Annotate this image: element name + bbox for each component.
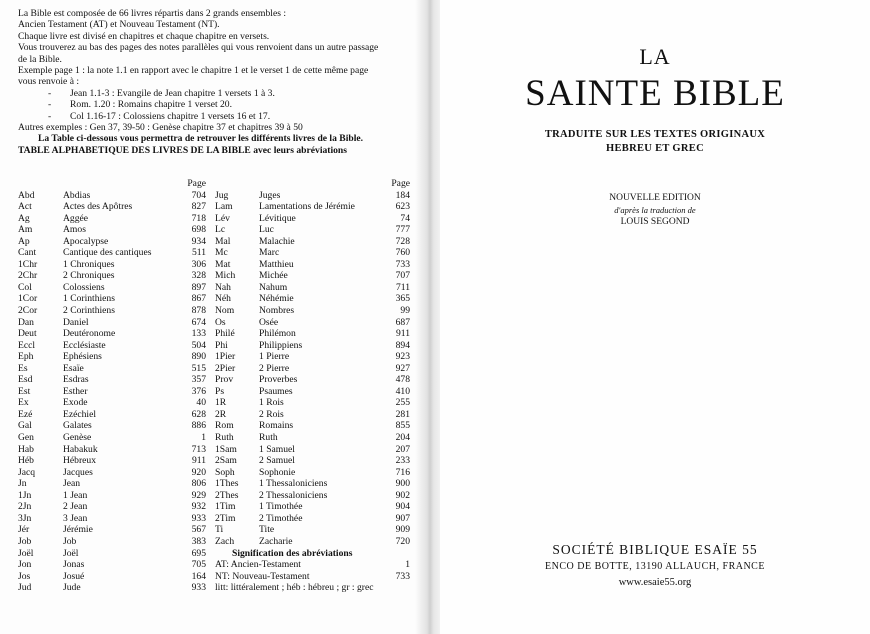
intro-line: Vous trouverez au bas des pages des notes parallèles qui vous renvoient dans un autre passage bbox=[18, 42, 379, 54]
book-page: 733 bbox=[395, 258, 410, 270]
book-abbreviation: 2Sam bbox=[215, 455, 237, 467]
book-page: 698 bbox=[191, 224, 206, 236]
book-name: Jude bbox=[63, 582, 81, 594]
book-page: 164 bbox=[191, 570, 206, 582]
example-item bbox=[18, 99, 413, 110]
book-name: Zacharie bbox=[259, 535, 293, 547]
book-abbreviation: Lév bbox=[215, 212, 230, 224]
book-abbreviation: 3Jn bbox=[18, 512, 32, 524]
book-name: Joël bbox=[63, 547, 79, 559]
example-text: Rom. 1.20 : Romains chapitre 1 verset 20. bbox=[70, 99, 233, 111]
book-page: 716 bbox=[395, 466, 410, 478]
book-name: Philémon bbox=[259, 328, 296, 340]
book-name: Galates bbox=[63, 420, 92, 432]
book-name: Hébreux bbox=[63, 455, 97, 467]
book-abbreviation: Eccl bbox=[18, 339, 36, 351]
book-abbreviation: 1Thes bbox=[215, 478, 239, 490]
book-name: Jacques bbox=[63, 466, 93, 478]
book-page: 74 bbox=[400, 212, 410, 224]
book-name: 1 Pierre bbox=[259, 351, 290, 363]
book-page: 376 bbox=[191, 385, 206, 397]
dash: - bbox=[48, 110, 52, 122]
translation-note: d'après la traduction de bbox=[614, 205, 696, 215]
other-examples: Autres exemples : Gen 37, 39-50 : Genèse chapitre 37 et chapitres 39 à 50 bbox=[18, 122, 303, 134]
book-abbreviation: 2Jn bbox=[18, 501, 32, 513]
table-row bbox=[18, 467, 410, 479]
book-table bbox=[18, 178, 410, 594]
book-name: Jonas bbox=[63, 559, 85, 571]
book-name: Actes des Apôtres bbox=[63, 201, 133, 213]
book-abbreviation: Es bbox=[18, 362, 28, 374]
table-row bbox=[18, 432, 410, 444]
book-name: 3 Jean bbox=[63, 512, 88, 524]
book-page: 920 bbox=[191, 466, 206, 478]
book-name: Colossiens bbox=[63, 281, 105, 293]
book-abbreviation: Eph bbox=[18, 351, 34, 363]
book-name: Michée bbox=[259, 270, 288, 282]
book-page: 567 bbox=[191, 524, 206, 536]
book-name: Jean bbox=[63, 478, 81, 490]
book-name: Lamentations de Jérémie bbox=[259, 201, 355, 213]
table-row bbox=[18, 490, 410, 502]
page-column-header: Page bbox=[187, 178, 206, 189]
book-page: 713 bbox=[191, 443, 206, 455]
book-abbreviation: Mich bbox=[215, 270, 236, 282]
book-abbreviation: Os bbox=[215, 316, 226, 328]
book-name: Marc bbox=[259, 247, 280, 259]
book-abbreviation: Lc bbox=[215, 224, 226, 236]
table-row bbox=[18, 317, 410, 329]
book-name: Juges bbox=[259, 189, 281, 201]
book-page: 777 bbox=[395, 224, 410, 236]
book-abbreviation: Abd bbox=[18, 189, 35, 201]
book-abbreviation: Cant bbox=[18, 247, 37, 259]
book-abbreviation: Nah bbox=[215, 281, 231, 293]
table-row bbox=[18, 224, 410, 236]
translator-name: LOUIS SEGOND bbox=[620, 217, 690, 227]
book-name: 1 Samuel bbox=[259, 443, 295, 455]
book-name: Abdias bbox=[63, 189, 91, 201]
book-name: Matthieu bbox=[259, 258, 294, 270]
intro-text bbox=[18, 8, 413, 156]
book-page: 207 bbox=[395, 443, 410, 455]
abbreviation-meaning: AT: Ancien-Testament bbox=[215, 559, 301, 571]
book-name: Nahum bbox=[259, 281, 288, 293]
book-page: 907 bbox=[395, 512, 410, 524]
book-abbreviation: 1Pier bbox=[215, 351, 236, 363]
book-page: 357 bbox=[191, 374, 206, 386]
book-name: Daniel bbox=[63, 316, 89, 328]
book-abbreviation: Ag bbox=[18, 212, 30, 224]
table-row bbox=[18, 363, 410, 375]
book-abbreviation: Jug bbox=[215, 189, 229, 201]
dash: - bbox=[48, 87, 52, 99]
book-name: Esdras bbox=[63, 374, 89, 386]
table-row bbox=[18, 571, 410, 583]
intro-line: Exemple page 1 : la note 1.1 en rapport avec le chapitre 1 et le verset 1 de cette même page bbox=[18, 65, 369, 77]
book-page: 806 bbox=[191, 478, 206, 490]
book-page: 233 bbox=[395, 455, 410, 467]
book-name: Ecclésiaste bbox=[63, 339, 106, 351]
book-page: 704 bbox=[191, 189, 206, 201]
book-page: 711 bbox=[395, 281, 410, 293]
book-name: Proverbes bbox=[259, 374, 298, 386]
table-row bbox=[18, 559, 410, 571]
book-page: 909 bbox=[395, 524, 410, 536]
book-page: 365 bbox=[395, 293, 410, 305]
table-title: TABLE ALPHABETIQUE DES LIVRES DE LA BIBLE avec leurs abréviations bbox=[18, 144, 348, 156]
book-page: 932 bbox=[191, 501, 206, 513]
book-abbreviation: Est bbox=[18, 385, 31, 397]
table-row bbox=[18, 351, 410, 363]
book-abbreviation: Dan bbox=[18, 316, 34, 328]
example-item bbox=[18, 88, 413, 99]
intro-line: La Bible est composée de 66 livres répartis dans 2 grands ensembles : bbox=[18, 8, 287, 19]
table-row bbox=[18, 386, 410, 398]
book-page: 705 bbox=[191, 559, 206, 571]
book-abbreviation: 1Chr bbox=[18, 258, 38, 270]
book-name: 2 Samuel bbox=[259, 455, 295, 467]
book-name: Genèse bbox=[63, 432, 92, 444]
table-row bbox=[18, 293, 410, 305]
table-row bbox=[18, 305, 410, 317]
book-page: 99 bbox=[400, 305, 410, 317]
book-page: 511 bbox=[191, 247, 206, 259]
book-name: Luc bbox=[259, 224, 274, 236]
edition-block bbox=[440, 192, 870, 228]
book-abbreviation: 1Tim bbox=[215, 501, 236, 513]
book-abbreviation: Ruth bbox=[215, 432, 234, 444]
subtitle-line: TRADUITE SUR LES TEXTES ORIGINAUX bbox=[544, 129, 766, 140]
title-page bbox=[440, 0, 870, 634]
table-intro: La Table ci-dessous vous permettra de retrouver les différents livres de la Bible. bbox=[38, 133, 364, 145]
table-row bbox=[18, 455, 410, 467]
book-name: Tite bbox=[259, 524, 275, 536]
intro-line: de la Bible. bbox=[18, 53, 62, 65]
book-name: Malachie bbox=[259, 235, 295, 247]
book-name: Sophonie bbox=[259, 466, 296, 478]
book-name: Osée bbox=[259, 316, 279, 328]
example-item bbox=[18, 111, 413, 122]
book-abbreviation: Jon bbox=[18, 559, 32, 571]
example-text: Col 1.16-17 : Colossiens chapitre 1 versets 16 et 17. bbox=[70, 110, 271, 122]
book-name: 1 Thessaloniciens bbox=[259, 478, 328, 490]
book-name: 2 Pierre bbox=[259, 362, 290, 374]
table-row bbox=[18, 444, 410, 456]
book-abbreviation: Soph bbox=[215, 466, 235, 478]
subtitle bbox=[440, 128, 870, 156]
book-page: 204 bbox=[395, 432, 410, 444]
book-page: 515 bbox=[191, 362, 206, 374]
intro-line: Ancien Testament (AT) et Nouveau Testament (NT). bbox=[18, 19, 220, 31]
book-abbreviation: Deut bbox=[18, 328, 37, 340]
book-abbreviation: Ezé bbox=[18, 408, 33, 420]
book-page: 927 bbox=[395, 362, 410, 374]
book-abbreviation: Job bbox=[18, 535, 32, 547]
book-page: 674 bbox=[191, 316, 206, 328]
book-page: 900 bbox=[395, 478, 410, 490]
book-name: Philippiens bbox=[259, 339, 303, 351]
book-name: Esaïe bbox=[63, 362, 84, 374]
book-page: 687 bbox=[395, 316, 410, 328]
book-abbreviation: 2Cor bbox=[18, 305, 38, 317]
book-page: 902 bbox=[395, 489, 410, 501]
intro-line: vous renvoie à : bbox=[18, 76, 80, 88]
abbreviation-page: 1 bbox=[405, 559, 410, 571]
book-page: 623 bbox=[395, 201, 410, 213]
book-name: 1 Timothée bbox=[259, 501, 303, 513]
left-page bbox=[0, 0, 427, 634]
book-page: 728 bbox=[395, 235, 410, 247]
book-name: Psaumes bbox=[259, 385, 293, 397]
table-header-row bbox=[18, 178, 410, 190]
book-page: 695 bbox=[191, 547, 206, 559]
book-name: 2 Corinthiens bbox=[63, 305, 115, 317]
table-row bbox=[18, 340, 410, 352]
book-abbreviation: Act bbox=[18, 201, 32, 213]
book-abbreviation: Jacq bbox=[18, 466, 36, 478]
book-name: Apocalypse bbox=[63, 235, 109, 247]
book-abbreviation: Zach bbox=[215, 535, 235, 547]
book-page: 478 bbox=[395, 374, 410, 386]
book-page: 707 bbox=[395, 270, 410, 282]
table-row bbox=[18, 582, 410, 594]
book-name: Aggée bbox=[63, 212, 89, 224]
book-abbreviation: Jér bbox=[18, 524, 30, 536]
book-page: 504 bbox=[191, 339, 206, 351]
table-row bbox=[18, 478, 410, 490]
book-name: Ruth bbox=[259, 432, 278, 444]
book-name: 1 Jean bbox=[63, 489, 88, 501]
book-page: 383 bbox=[191, 535, 206, 547]
page-column-header: Page bbox=[391, 178, 410, 189]
book-abbreviation: Rom bbox=[215, 420, 234, 432]
abbreviation-meaning: NT: Nouveau-Testament bbox=[215, 570, 310, 582]
book-page: 890 bbox=[191, 351, 206, 363]
book-name: Lévitique bbox=[259, 212, 296, 224]
table-row bbox=[18, 548, 410, 560]
book-page: 760 bbox=[395, 247, 410, 259]
book-abbreviation: 2R bbox=[215, 408, 227, 420]
table-row bbox=[18, 247, 410, 259]
book-abbreviation: Gal bbox=[18, 420, 32, 432]
book-page: 628 bbox=[191, 408, 206, 420]
table-row bbox=[18, 236, 410, 248]
book-abbreviation: 2Pier bbox=[215, 362, 236, 374]
table-row bbox=[18, 213, 410, 225]
book-page: 306 bbox=[191, 258, 206, 270]
intro-line: Chaque livre est divisé en chapitres et chaque chapitre en versets. bbox=[18, 30, 270, 42]
book-abbreviation: Ap bbox=[18, 235, 30, 247]
book-abbreviation: Néh bbox=[215, 293, 231, 305]
edition-label: NOUVELLE EDITION bbox=[609, 193, 701, 203]
book-page: 720 bbox=[395, 535, 410, 547]
book-name: Ezéchiel bbox=[63, 408, 97, 420]
book-page: 133 bbox=[191, 328, 206, 340]
book-page: 328 bbox=[191, 270, 206, 282]
book-abbreviation: Héb bbox=[18, 455, 34, 467]
abbreviation-meaning: litt: littéralement ; héb : hébreu ; gr : grec bbox=[215, 582, 374, 594]
book-page: 718 bbox=[191, 212, 206, 224]
book-abbreviation: Hab bbox=[18, 443, 34, 455]
book-name: Deutéronome bbox=[63, 328, 116, 340]
book-abbreviation: Am bbox=[18, 224, 33, 236]
book-name: 1 Rois bbox=[259, 397, 284, 409]
book-abbreviation: Phi bbox=[215, 339, 228, 351]
book-page: 878 bbox=[191, 305, 206, 317]
example-text: Jean 1.1-3 : Evangile de Jean chapitre 1 versets 1 à 3. bbox=[70, 87, 275, 99]
book-page: 1 bbox=[201, 432, 206, 444]
table-row bbox=[18, 513, 410, 525]
book-page: 904 bbox=[395, 501, 410, 513]
book-name: 2 Chroniques bbox=[63, 270, 115, 282]
book-page: 911 bbox=[191, 455, 206, 467]
publisher-name: SOCIÉTÉ BIBLIQUE ESAÏE 55 bbox=[552, 542, 758, 557]
table-row bbox=[18, 259, 410, 271]
book-page: 827 bbox=[191, 201, 206, 213]
table-row bbox=[18, 190, 410, 202]
book-page: 184 bbox=[395, 189, 410, 201]
table-row bbox=[18, 374, 410, 386]
book-abbreviation: Joël bbox=[18, 547, 34, 559]
book-name: Job bbox=[63, 535, 77, 547]
book-page: 281 bbox=[395, 408, 410, 420]
book-abbreviation: 1Cor bbox=[18, 293, 38, 305]
book-abbreviation: Mat bbox=[215, 258, 231, 270]
book-page: 933 bbox=[191, 582, 206, 594]
book-abbreviation: 1R bbox=[215, 397, 227, 409]
book-name: Esther bbox=[63, 385, 88, 397]
book-name: 2 Thessaloniciens bbox=[259, 489, 328, 501]
table-row bbox=[18, 282, 410, 294]
book-page: 255 bbox=[395, 397, 410, 409]
book-page: 886 bbox=[191, 420, 206, 432]
book-name: 2 Rois bbox=[259, 408, 284, 420]
book-page: 410 bbox=[395, 385, 410, 397]
abbreviation-page: 733 bbox=[395, 570, 410, 582]
book-abbreviation: Gen bbox=[18, 432, 34, 444]
book-name: 2 Jean bbox=[63, 501, 88, 513]
book-page: 897 bbox=[191, 281, 206, 293]
book-name: Josué bbox=[63, 570, 85, 582]
subtitle-line: HEBREU ET GREC bbox=[606, 143, 704, 154]
book-page: 929 bbox=[191, 489, 206, 501]
dash: - bbox=[48, 99, 52, 111]
publisher-address: ENCO DE BOTTE, 13190 ALLAUCH, FRANCE bbox=[545, 561, 765, 572]
book-abbreviation: 1Sam bbox=[215, 443, 237, 455]
book-abbreviation: Jud bbox=[18, 582, 32, 594]
book-page: 933 bbox=[191, 512, 206, 524]
book-abbreviation: Col bbox=[18, 281, 32, 293]
book-name: Exode bbox=[63, 397, 88, 409]
book-abbreviation: Ps bbox=[215, 385, 225, 397]
book-abbreviation: 2Chr bbox=[18, 270, 38, 282]
book-abbreviation: Ex bbox=[18, 397, 29, 409]
book-abbreviation: Mal bbox=[215, 235, 231, 247]
book-abbreviation: Nom bbox=[215, 305, 235, 317]
book-abbreviation: Ti bbox=[215, 524, 224, 536]
book-abbreviation: Jos bbox=[18, 570, 31, 582]
book-abbreviation: Jn bbox=[18, 478, 27, 490]
book-title: SAINTE BIBLE bbox=[525, 73, 785, 114]
book-abbreviation: 2Thes bbox=[215, 489, 239, 501]
book-abbreviation: Lam bbox=[215, 201, 233, 213]
table-row bbox=[18, 328, 410, 340]
table-row bbox=[18, 524, 410, 536]
book-page: 923 bbox=[395, 351, 410, 363]
table-row bbox=[18, 270, 410, 282]
table-row bbox=[18, 409, 410, 421]
book-name: 1 Chroniques bbox=[63, 258, 115, 270]
book-name: Habakuk bbox=[63, 443, 98, 455]
book-abbreviation: Mc bbox=[215, 247, 228, 259]
table-row bbox=[18, 501, 410, 513]
book-page: 867 bbox=[191, 293, 206, 305]
book-abbreviation: Esd bbox=[18, 374, 33, 386]
table-row bbox=[18, 397, 410, 409]
book-name: 2 Timothée bbox=[259, 512, 303, 524]
book-name: 1 Corinthiens bbox=[63, 293, 115, 305]
table-row bbox=[18, 420, 410, 432]
book-abbreviation: Philé bbox=[215, 328, 235, 340]
book-name: Romains bbox=[259, 420, 294, 432]
book-name: Cantique des cantiques bbox=[63, 247, 152, 259]
book-page: 894 bbox=[395, 339, 410, 351]
publisher-website: www.esaie55.org bbox=[618, 577, 692, 588]
title-article: LA bbox=[639, 44, 671, 69]
book-page: 911 bbox=[395, 328, 410, 340]
book-name: Néhémie bbox=[259, 293, 294, 305]
abbreviations-title: Signification des abréviations bbox=[232, 547, 353, 559]
book-abbreviation: Prov bbox=[215, 374, 234, 386]
book-page: 855 bbox=[395, 420, 410, 432]
book-abbreviation: 1Jn bbox=[18, 489, 32, 501]
book-abbreviation: 2Tim bbox=[215, 512, 236, 524]
table-row bbox=[18, 201, 410, 213]
book-name: Nombres bbox=[259, 305, 295, 317]
book-name: Jérémie bbox=[63, 524, 93, 536]
book-name: Amos bbox=[63, 224, 86, 236]
book-page: 934 bbox=[191, 235, 206, 247]
table-row bbox=[18, 536, 410, 548]
book-page: 40 bbox=[196, 397, 206, 409]
book-name: Ephésiens bbox=[63, 351, 102, 363]
